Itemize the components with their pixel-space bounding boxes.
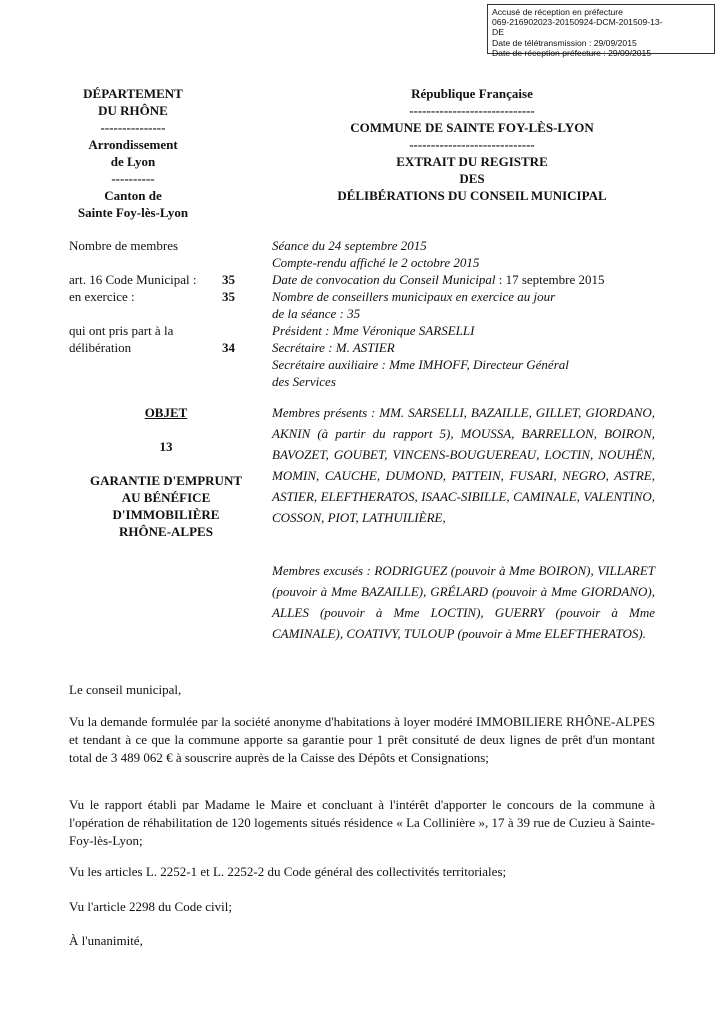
exercice-label: en exercice :: [69, 289, 135, 304]
members-excused: Membres excusés : RODRIGUEZ (pouvoir à Mme BOIRON), VILLARET (pouvoir à Mme BAZAILLE), GRÉLARD (pouvoir à Mme GIORDANO), ALLES (pouvoir à Mme LOCTIN), GUERRY (pouvoir à Mme CAMINALE), COATIVY, TULOUP (pouvoir à Mme ELEFTHERATOS).: [272, 563, 655, 641]
rapport-paragraph: Vu le rapport établi par Madame le Maire et concluant à l'intérêt d'apporter le concours de la commune à l'opération de réhabilitation de 120 logements situés résidence « La Collinière », 17 à 39 rue de Cuzieu à Sainte-Foy-lès-Lyon;: [69, 797, 655, 848]
department-line: DU RHÔNE: [98, 103, 168, 118]
stamp-line: DE: [492, 27, 504, 38]
unanimite-line: À l'unanimité,: [69, 933, 143, 948]
conseil-intro: Le conseil municipal,: [69, 682, 182, 697]
stamp-line: Date de réception préfecture : 29/09/2015: [492, 47, 652, 58]
assistant-secretary-line: Secrétaire auxiliaire : Mme IMHOFF, Directeur Général: [272, 357, 569, 372]
objet-label: OBJET: [144, 405, 188, 420]
objet-title-line: RHÔNE-ALPES: [119, 524, 213, 539]
part-label: qui ont pris part à la: [69, 323, 174, 338]
department-header: [58, 85, 208, 221]
register-title: DÉLIBÉRATIONS DU CONSEIL MUNICIPAL: [337, 188, 607, 203]
code-label: art. 16 Code Municipal :: [69, 272, 197, 287]
objet-title-line: AU BÉNÉFICE: [121, 490, 211, 505]
demande-paragraph: Vu la demande formulée par la société anonyme d'habitations à loyer modéré IMMOBILIERE RHÔNE-ALPES et tendant à ce que la commune apporte sa garantie pour 1 prêt consituté de deux lignes de prêt d'un montant total de 3 489 062 € à souscrire auprès de la Caisse des Dépôts et Consignations;: [69, 714, 655, 765]
stamp-line: Accusé de réception en préfecture: [492, 7, 623, 17]
part-row-1: [69, 322, 235, 339]
part-label: délibération: [69, 340, 132, 355]
canton-line: Sainte Foy-lès-Lyon: [77, 205, 189, 220]
president-line: Président : Mme Véronique SARSELLI: [272, 323, 475, 338]
separator: -----------------------------: [409, 137, 535, 152]
seance-date: Séance du 24 septembre 2015: [272, 238, 427, 253]
seance-info: [272, 237, 662, 390]
objet-title-line: D'IMMOBILIÈRE: [112, 507, 220, 522]
stamp-line: 069-216902023-20150924-DCM-201509-13-: [492, 17, 663, 28]
article-civil-paragraph: Vu l'article 2298 du Code civil;: [69, 899, 232, 914]
register-title: EXTRAIT DU REGISTRE: [396, 154, 548, 169]
members-title: Nombre de membres: [69, 238, 179, 253]
code-row: [69, 271, 235, 288]
separator: -----------------------------: [409, 103, 535, 118]
convocation-line: [272, 271, 662, 288]
compte-rendu: Compte-rendu affiché le 2 octobre 2015: [272, 255, 480, 270]
seance-line: Nombre de conseillers municipaux en exercice au jour: [272, 289, 556, 304]
part-row-2: [69, 339, 235, 356]
seance-line: de la séance : 35: [272, 306, 361, 321]
separator: ----------: [111, 171, 155, 186]
objet-number: 13: [159, 439, 173, 454]
exercice-value: 35: [222, 289, 235, 304]
objet-block: [66, 404, 266, 540]
members-count: [69, 237, 235, 356]
register-title: DES: [459, 171, 485, 186]
republic-line: République Française: [411, 86, 533, 101]
reception-stamp: [487, 4, 715, 58]
part-value: 34: [222, 340, 235, 355]
separator: ---------------: [100, 120, 166, 135]
stamp-line: Date de télétransmission : 29/09/2015: [492, 37, 637, 48]
members-title-row: [69, 237, 235, 254]
commune-name: COMMUNE DE SAINTE FOY-LÈS-LYON: [350, 120, 594, 135]
arrondissement-line: de Lyon: [110, 154, 156, 169]
members-present: Membres présents : MM. SARSELLI, BAZAILLE, GILLET, GIORDANO, AKNIN (à partir du rapport 5), MOUSSA, BARRELLON, BOIRON, BAVOZET, GOUBET, VINCENS-BOUGUEREAU, LOCTIN, NOUHËN, MOMIN, CAUCHE, DUMOND, PATTEIN, FUSARI, NEGRO, ASTRE, ASTIER, ELEFTHERATOS, ISAAC-SIBILLE, CAMINALE, VALENTINO, COSSON, PIOT, LATHUILIÈRE,: [272, 405, 655, 525]
commune-header: [272, 85, 672, 204]
articles-paragraph: Vu les articles L. 2252-1 et L. 2252-2 du Code général des collectivités territoriales;: [69, 864, 507, 879]
arrondissement-line: Arrondissement: [88, 137, 178, 152]
assistant-secretary-line: des Services: [272, 374, 336, 389]
department-line: DÉPARTEMENT: [83, 86, 183, 101]
convocation-value: : 17 septembre 2015: [495, 272, 605, 287]
exercice-row: [69, 288, 235, 305]
code-value: 35: [222, 272, 235, 287]
canton-line: Canton de: [104, 188, 162, 203]
objet-title-line: GARANTIE D'EMPRUNT: [89, 473, 243, 488]
convocation-label: Date de convocation du Conseil Municipal: [272, 272, 496, 287]
secretary-line: Secrétaire : M. ASTIER: [272, 340, 395, 355]
